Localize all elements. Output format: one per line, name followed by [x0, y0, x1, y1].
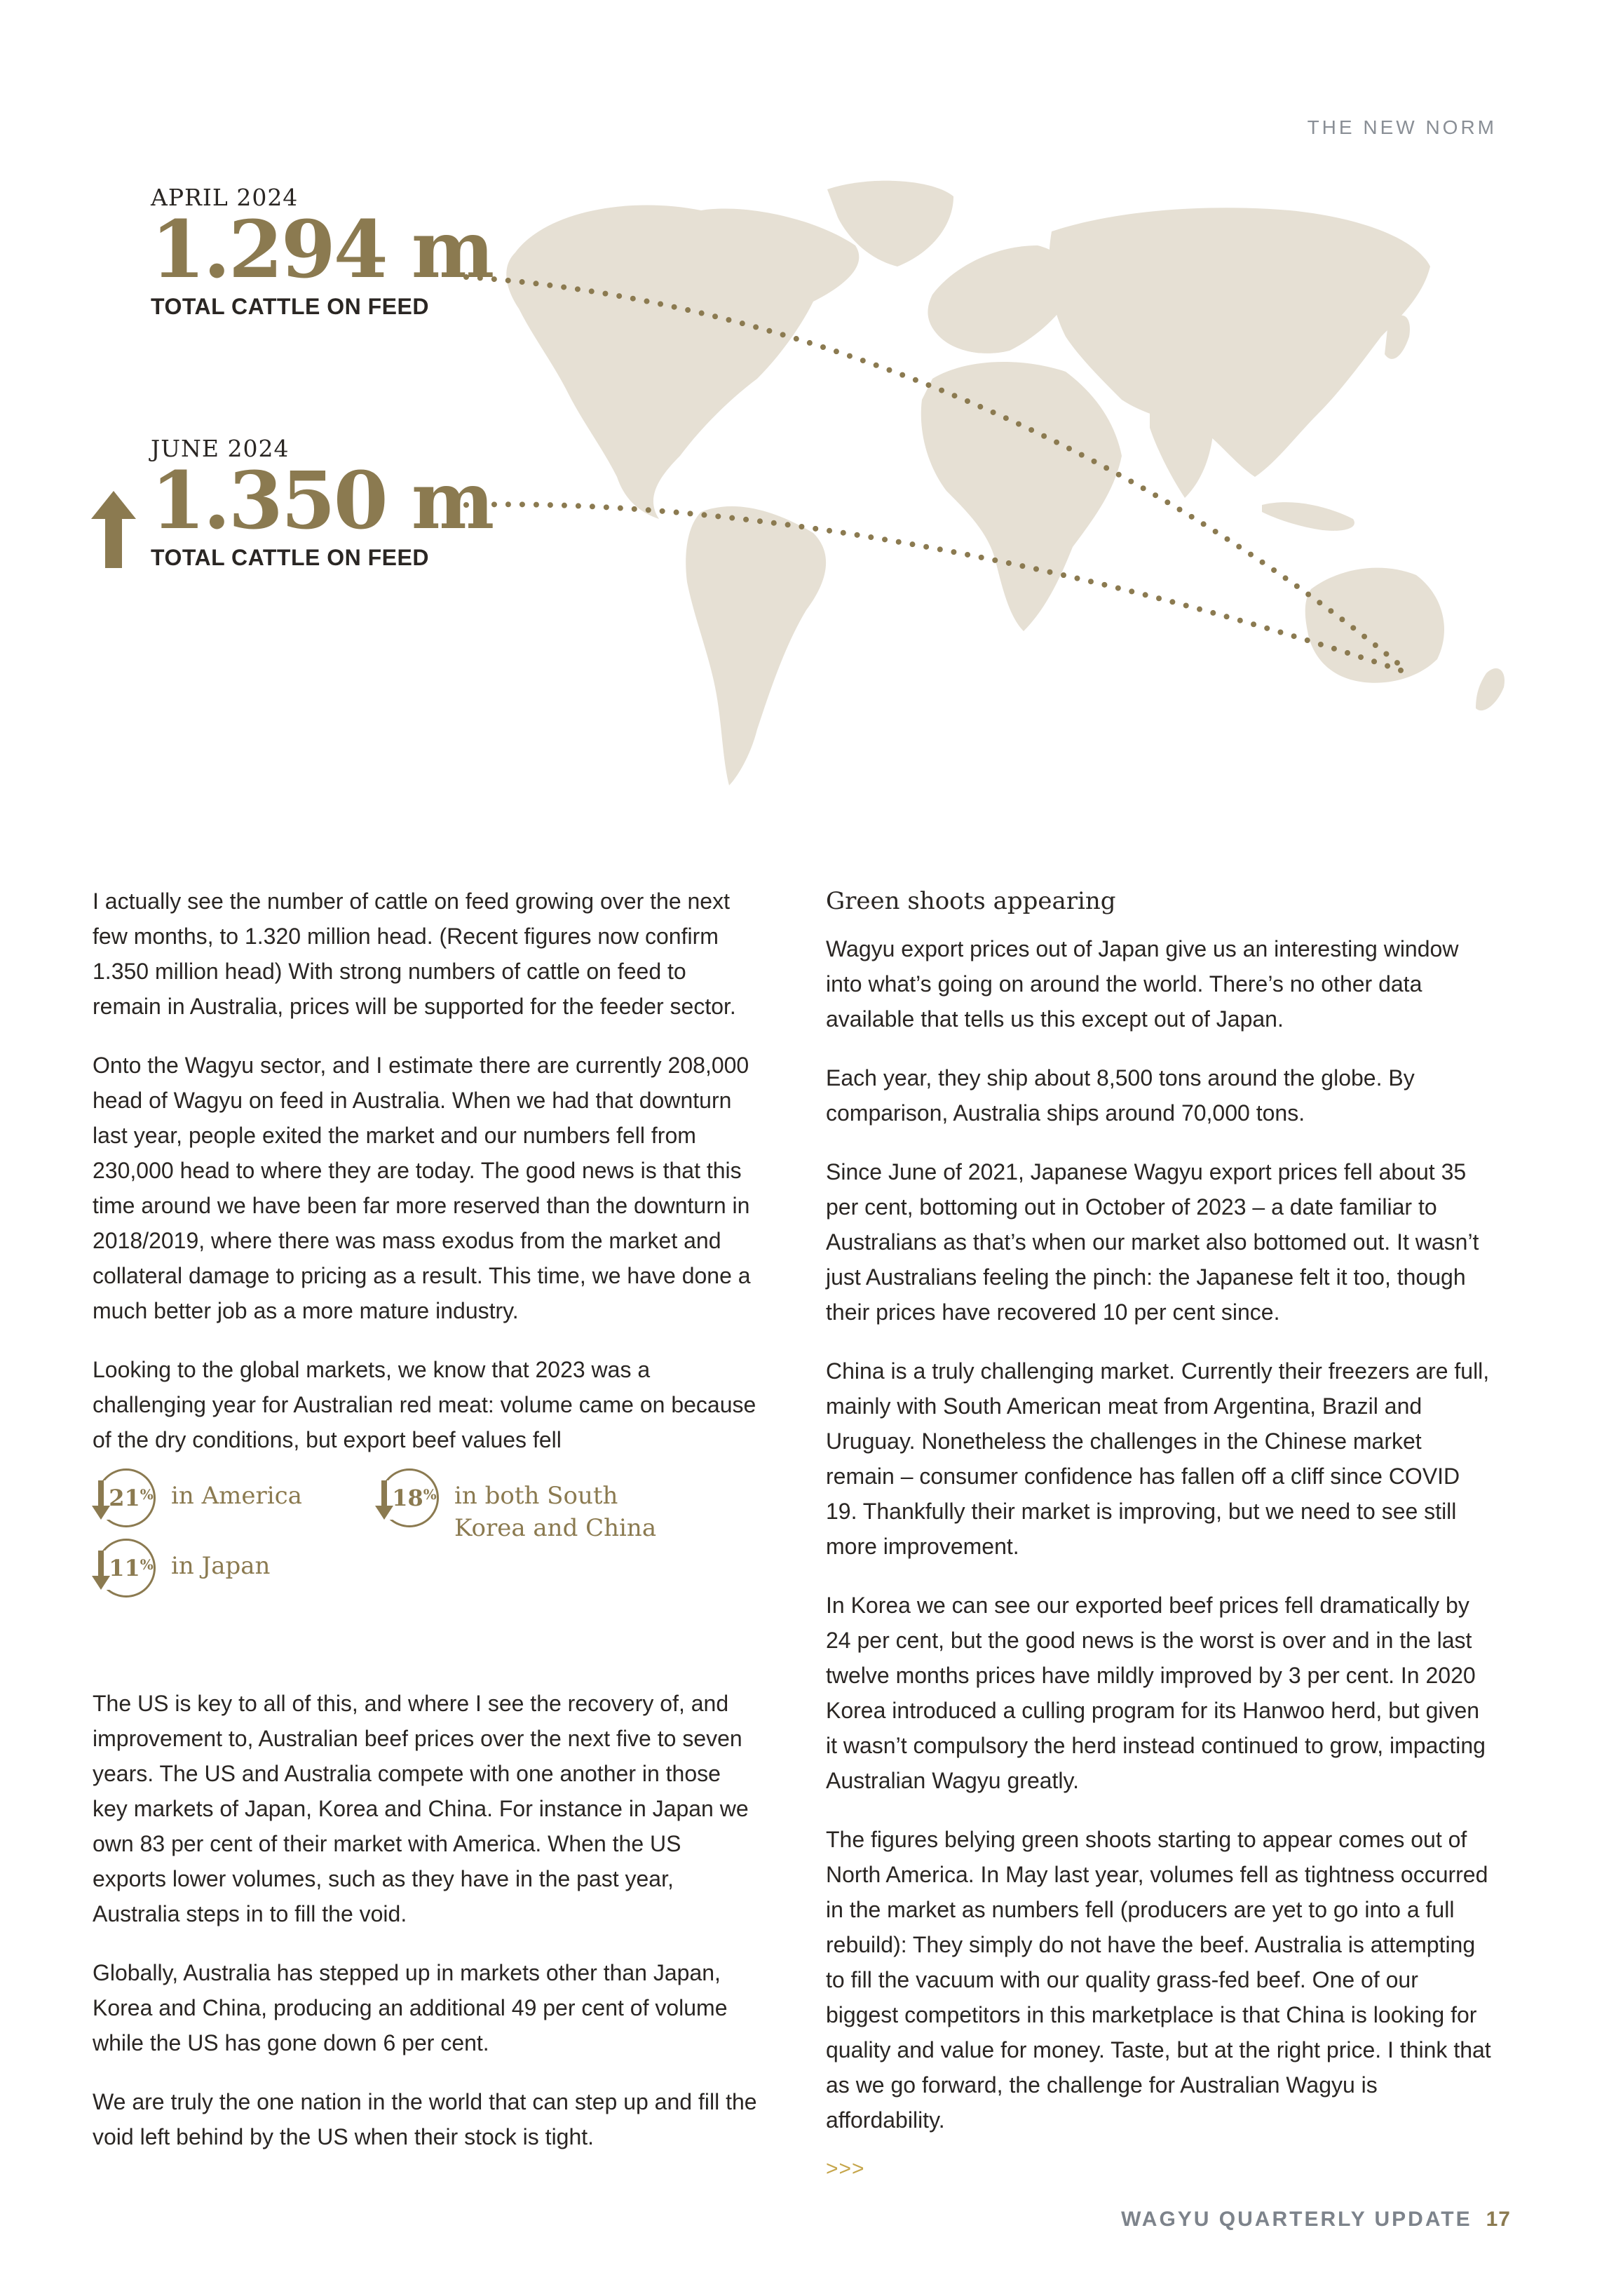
world-map-graphic — [449, 168, 1570, 799]
section-heading: Green shoots appearing — [826, 887, 1116, 915]
decline-circle — [380, 1468, 439, 1527]
trend-up-arrow-icon — [91, 491, 136, 568]
south-america-shape — [686, 506, 826, 785]
decline-value: 11 — [109, 1555, 140, 1581]
decline-value: 21 — [109, 1485, 140, 1511]
down-arrow-icon — [375, 1480, 393, 1520]
decline-label: in Japan — [171, 1552, 271, 1580]
stat-label: TOTAL CATTLE ON FEED — [151, 294, 429, 319]
stat-june-2024 — [151, 435, 492, 571]
page-footer — [1121, 2208, 1511, 2231]
new-zealand-shape — [1476, 668, 1505, 710]
stat-date: APRIL 2024 — [151, 184, 299, 211]
body-paragraph: Each year, they ship about 8,500 tons around the globe. By comparison, Australia ships around 70,000 tons. — [826, 1065, 1415, 1126]
body-paragraph: The US is key to all of this, and where I see the recovery of, and improvement to, Australian beef prices over the next five to seven years. The US and Australia compete with one another in those key markets of Japan, Korea and China. For instance in Japan we own 83 per cent of their market with America. When the US exports lower volumes, such as they have in the past year, Australia steps in to fill the void. — [93, 1691, 749, 1926]
page-number: 17 — [1486, 2208, 1511, 2231]
continue-marker: >>> — [826, 2157, 865, 2180]
stat-value: 1.294 m — [151, 204, 493, 296]
left-column — [93, 884, 759, 2178]
decline-label: in America — [171, 1482, 302, 1510]
body-paragraph: China is a truly challenging market. Currently their freezers are full, mainly with South American meat from Argentina, Brazil and Uruguay. Nonetheless the challenges in the Chinese market remain – consumer confidence has fallen off a cliff since COVID 19. Thankfully their market is improving, but we need to see still more improvement. — [826, 1358, 1490, 1559]
section-tag: THE NEW NORM — [1307, 116, 1497, 138]
decline-circle — [97, 1468, 156, 1527]
decline-badge-america — [97, 1468, 302, 1527]
body-paragraph: I actually see the number of cattle on feed growing over the next few months, to 1.320 million head. (Recent figures now confirm 1.350 million head) With strong numbers of cattle on feed to remain in Australia, prices will be supported for the feeder sector. — [93, 889, 736, 1019]
down-arrow-icon — [92, 1480, 110, 1520]
indonesia-shape — [1262, 502, 1354, 531]
body-paragraph: Looking to the global markets, we know that 2023 was a challenging year for Australian red meat: volume came on because of the dry conditions, but export beef values fell — [93, 1357, 756, 1452]
africa-shape — [921, 362, 1122, 631]
publication-name: WAGYU QUARTERLY UPDATE — [1121, 2208, 1472, 2231]
decline-badge-japan — [97, 1539, 270, 1598]
stat-value: 1.350 m — [151, 455, 493, 547]
right-column — [826, 884, 1492, 2181]
percent-sign: % — [140, 1556, 154, 1573]
body-paragraph: Onto the Wagyu sector, and I estimate there are currently 208,000 head of Wagyu on feed in Australia. When we had that downturn last year, people exited the market and our numbers fell from 230,000 head to where they are today. The good news is that this time around we have been far more reserved than the downturn in 2018/2019, where there was mass exodus from the market and collateral damage to pricing as a result. This time, we have done a much better job as a more mature industry. — [93, 1053, 751, 1323]
percent-sign: % — [140, 1486, 154, 1503]
decline-badge-korea-china — [380, 1468, 686, 1544]
stat-april-2024 — [151, 184, 492, 320]
decline-badges — [93, 1468, 759, 1665]
body-paragraph: In Korea we can see our exported beef prices fell dramatically by 24 per cent, but the good news is the worst is over and in the last twelve months prices have mildly improved by 3 per cent. In 2020 Korea introduced a culling program for its Hanwoo herd, but given it wasn’t compulsory the herd instead continued to grow, impacting Australian Wagyu greatly. — [826, 1593, 1486, 1793]
stat-label: TOTAL CATTLE ON FEED — [151, 545, 429, 570]
body-paragraph: Since June of 2021, Japanese Wagyu export prices fell about 35 per cent, bottoming out in October of 2023 – a date familiar to Australians as that’s when our market also bottomed out. It wasn’t just Australians feeling the pinch: the Japanese felt it too, though their prices have recovered 10 per cent since. — [826, 1159, 1479, 1325]
decline-value: 18 — [392, 1485, 423, 1511]
route-line-june — [466, 504, 1409, 673]
percent-sign: % — [423, 1486, 437, 1503]
decline-label: in both South Korea and China — [454, 1482, 657, 1542]
body-paragraph: The figures belying green shoots starting to appear comes out of North America. In May last year, volumes fell as tightness occurred in the market as numbers fell (producers are yet to go into a full rebuild): They simply do not have the beef. Australia is attempting to fill the vacuum with our quality grass-fed beef. One of our biggest competitors in this marketplace is that China is looking for quality and value for money. Taste, but at the right price. I think that as we go forward, the challenge for Australian Wagyu is affordability. — [826, 1827, 1491, 2133]
stat-date: JUNE 2024 — [151, 435, 290, 462]
body-paragraph: Wagyu export prices out of Japan give us an interesting window into what’s going on around the world. There’s no other data available that tells us this except out of Japan. — [826, 936, 1459, 1032]
australia-shape — [1305, 568, 1444, 683]
decline-circle — [97, 1539, 156, 1598]
north-america-shape — [506, 205, 859, 520]
body-paragraph: We are truly the one nation in the world that can step up and fill the void left behind by the US when their stock is tight. — [93, 2089, 757, 2149]
down-arrow-icon — [92, 1551, 110, 1590]
body-paragraph: Globally, Australia has stepped up in markets other than Japan, Korea and China, producing an additional 49 per cent of volume while the US has gone down 6 per cent. — [93, 1960, 728, 2055]
